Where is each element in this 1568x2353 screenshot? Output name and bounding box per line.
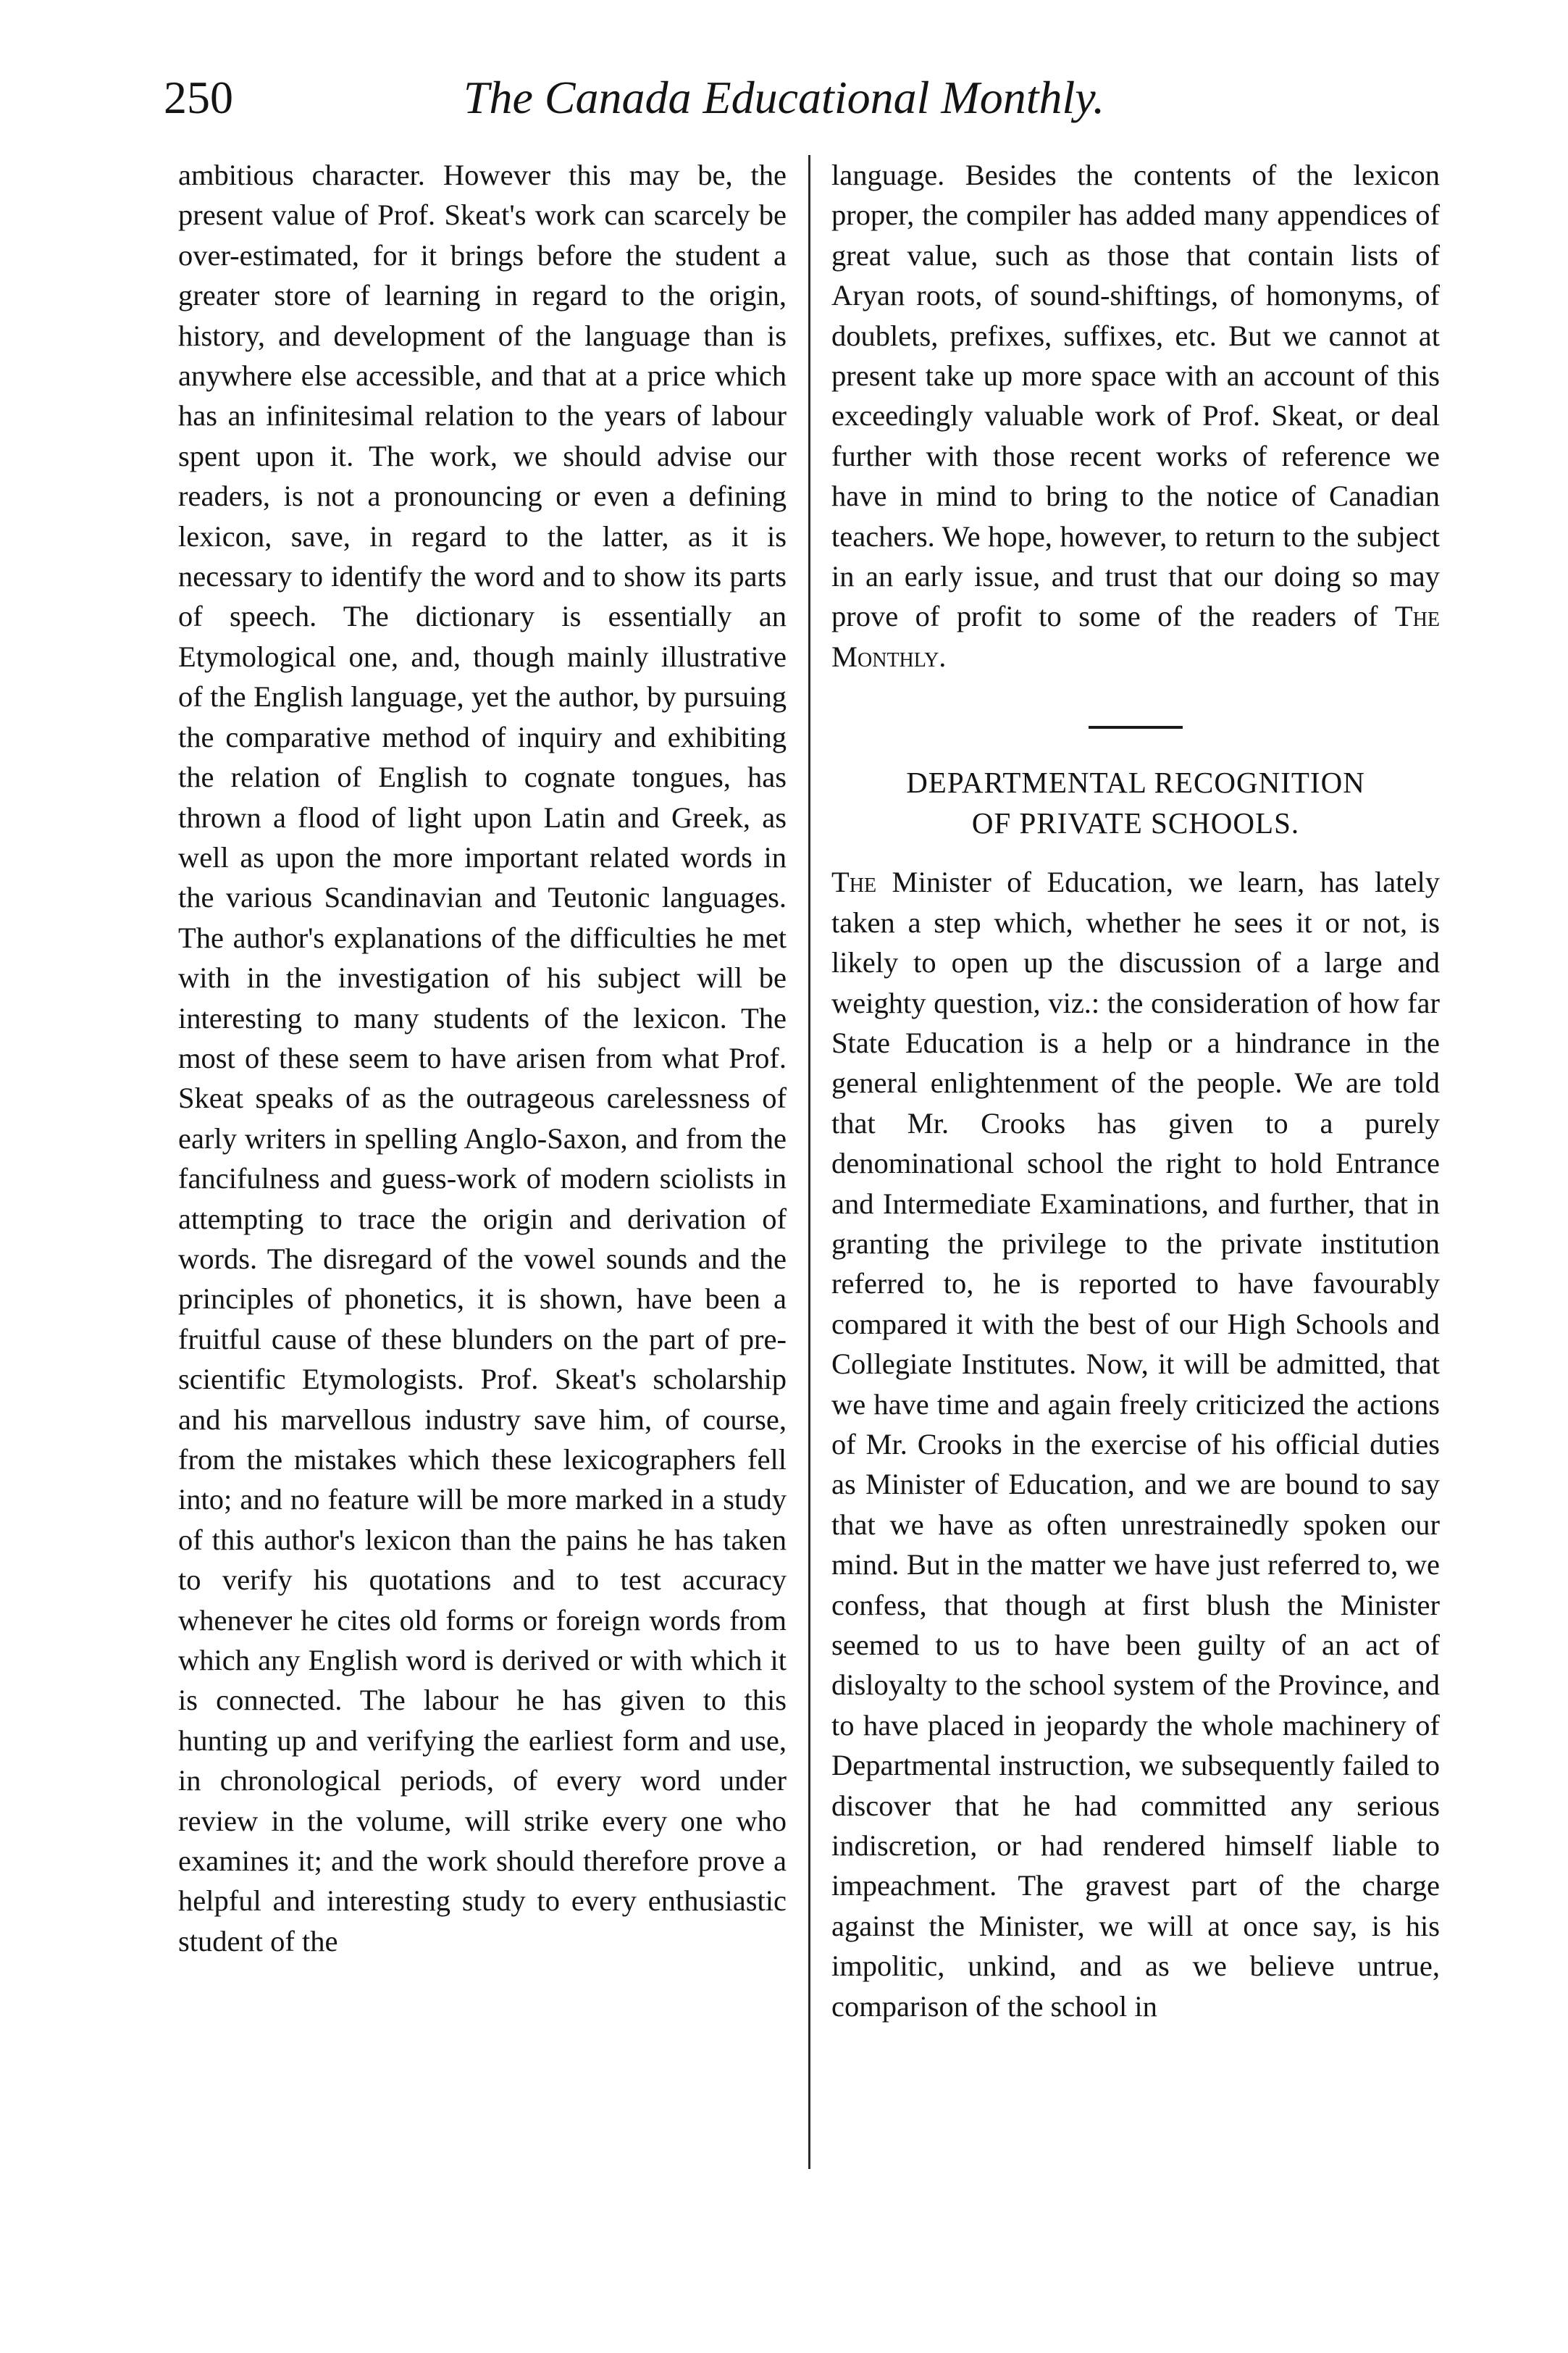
section-paragraph-text: Minister of Education, we learn, has lately taken a step which, whether he sees it or not, is likely to open up the discussion of a large and weighty question, viz.: the consideration of how far State Education is a help or a hindrance in the general enlightenment of the people. We are told that Mr. Crooks has given to a purely denominational school the right to hold Entrance and Intermediate Examinations, and further, that in granting the privilege to the private institution referred to, he is reported to have favourably compared it with the best of our High Schools and Collegiate Institutes. Now, it will be admitted, that we have time and again freely criticized the actions of Mr. Crooks in the exercise of his official duties as Minister of Education, and we are bound to say that we have as often unrestrainedly spoken our mind. But in the matter we have just referred to, we confess, that though at first blush the Minister seemed to us to have been guilty of an act of disloyalty to the school system of the Province, and to have placed in jeopardy the whole machinery of Departmental instruction, we subsequently failed to discover that he had committed any serious indiscretion, or had rendered himself liable to impeachment. The gravest part of the charge against the Minister, we will at once say, is his impolitic, unkind, and as we believe untrue, comparison of the school in [831,866,1440,2023]
section-heading-line-1: DEPARTMENTAL RECOGNITION [906,766,1365,800]
continued-paragraph [831,155,1440,677]
page-header [0,65,1568,130]
continued-paragraph-text: language. Besides the contents of the lexicon proper, the compiler has added many appendices of great value, such as those that contain lists of Aryan roots, of sound-shiftings, of homonyms, of doublets, prefixes, suffixes, etc. But we cannot at present take up more space with an account of this exceedingly valuable work of Prof. Skeat, or deal further with those recent works of reference we have in mind to bring to the notice of Canadian teachers. We hope, however, to return to the subject in an early issue, and trust that our doing so may prove of profit to some of the readers of [831,159,1440,633]
section-paragraph [831,862,1440,2026]
right-column [831,155,1440,2026]
column-divider [808,155,810,2169]
section-opening-word: The [831,866,877,899]
journal-name-smallcaps: The Monthly. [831,600,1440,673]
running-title: The Canada Educational Monthly. [463,72,1105,123]
section-heading [831,762,1440,843]
left-column-paragraph: ambitious character. However this may be, the present value of Prof. Skeat's work can scarcely be over-estimated, for it brings before the student a greater store of learning in regard to the origin, history, and development of the language than is anywhere else accessible, and that at a price which has an infinitesimal relation to the years of labour spent upon it. The work, we should advise our readers, is not a pronouncing or even a defining lexicon, save, in regard to the latter, as it is necessary to identify the word and to show its parts of speech. The dictionary is essentially an Etymological one, and, though mainly illustrative of the English language, yet the author, by pursuing the comparative method of inquiry and exhibiting the relation of English to cognate tongues, has thrown a flood of light upon Latin and Greek, as well as upon the more important related words in the various Scandinavian and Teutonic languages. The author's explanations of the difficulties he met with in the investigation of his subject will be interesting to many students of the lexicon. The most of these seem to have arisen from what Prof. Skeat speaks of as the outrageous carelessness of early writers in spelling Anglo-Saxon, and from the fancifulness and guess-work of modern sciolists in attempting to trace the origin and derivation of words. The disregard of the vowel sounds and the principles of phonetics, it is shown, have been a fruitful cause of these blunders on the part of pre-scientific Etymologists. Prof. Skeat's scholarship and his marvellous industry save him, of course, from the mistakes which these lexicographers fell into; and no feature will be more marked in a study of this author's lexicon than the pains he has taken to verify his quotations and to test accuracy whenever he cites old forms or foreign words from which any English word is derived or with which it is connected. The labour he has given to this hunting up and verifying the earliest form and use, in chronological periods, of every word under review in the volume, will strike every one who examines it; and the work should therefore prove a helpful and interesting study to every enthusiastic student of the [178,159,787,1957]
left-column [178,155,787,1961]
section-heading-line-2: OF PRIVATE SCHOOLS. [971,806,1300,840]
page-number: 250 [164,72,233,123]
section-divider-rule [1089,726,1183,729]
